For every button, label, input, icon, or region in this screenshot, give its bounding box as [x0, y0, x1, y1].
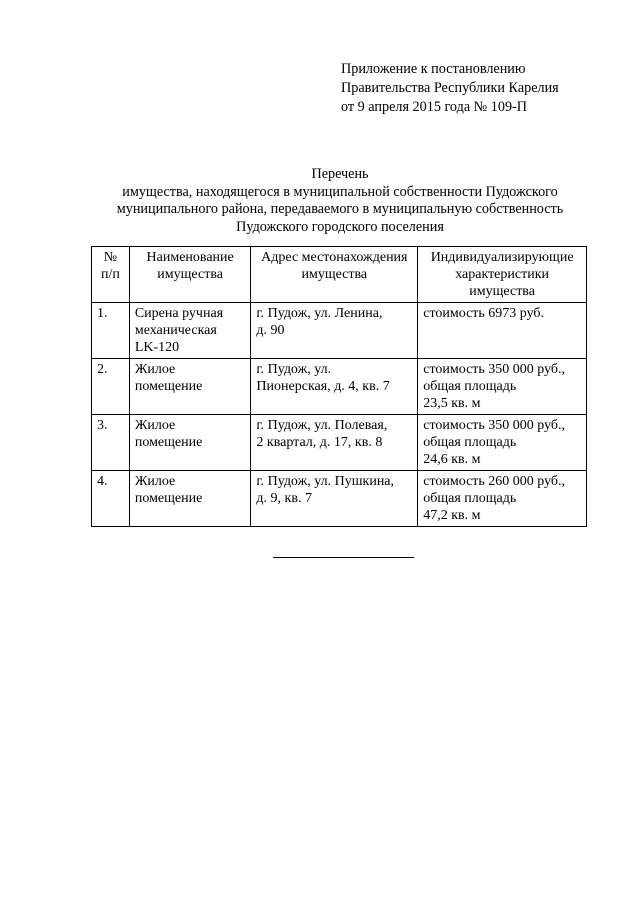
header-number — [92, 247, 130, 303]
cell-details — [418, 359, 587, 415]
name-line: помещение — [134, 379, 203, 394]
name-line: помещение — [134, 435, 203, 450]
header-text: № — [103, 250, 118, 265]
details-line: общая площадь — [423, 491, 517, 506]
header-text: характеристики — [455, 267, 550, 282]
address-line: г. Пудож, ул. Ленина, — [256, 306, 383, 321]
cell-name — [129, 359, 251, 415]
cell-details — [418, 471, 587, 527]
table-row — [92, 359, 587, 415]
header-text: имущества — [469, 284, 535, 299]
name-line: Жилое — [134, 362, 176, 377]
heading-line: Пудожского городского поселения — [236, 218, 444, 235]
table-header-row — [92, 247, 587, 303]
details-line: стоимость 350 000 руб., — [423, 418, 566, 433]
cell-address — [251, 303, 418, 359]
cell-number — [92, 359, 130, 415]
header-text: имущества — [157, 267, 223, 282]
table-row — [92, 415, 587, 471]
row-number: 3. — [97, 418, 108, 433]
heading-title: Перечень — [311, 166, 369, 182]
details-line: общая площадь — [423, 379, 517, 394]
address-line: г. Пудож, ул. Пушкина, — [256, 474, 395, 489]
header-address — [251, 247, 418, 303]
details-line: стоимость 260 000 руб., — [423, 474, 566, 489]
table-row — [92, 303, 587, 359]
header-details — [418, 247, 587, 303]
header-text: Наименование — [146, 250, 234, 265]
heading-line: муниципального района, передаваемого в муниципальную собственность — [116, 201, 564, 217]
details-line: 24,6 кв. м — [423, 452, 481, 467]
address-line: 2 квартал, д. 17, кв. 8 — [256, 435, 383, 450]
address-line: д. 90 — [256, 323, 285, 338]
header-text: Адрес местонахождения — [261, 250, 408, 265]
details-line: 47,2 кв. м — [423, 508, 481, 523]
header-text: имущества — [301, 267, 368, 282]
cell-address — [251, 471, 418, 527]
document-heading — [90, 166, 590, 236]
closing-divider — [273, 557, 414, 558]
appendix-line: Правительства Республики Карелия — [341, 80, 559, 96]
address-line: г. Пудож, ул. — [256, 362, 332, 377]
cell-name — [129, 471, 251, 527]
name-line: Сирена ручная — [134, 306, 224, 321]
property-table — [91, 246, 587, 527]
name-line: помещение — [134, 491, 203, 506]
appendix-note — [341, 60, 559, 117]
cell-name — [129, 303, 251, 359]
header-text: Индивидуализирующие — [430, 250, 574, 265]
row-number: 1. — [97, 306, 108, 321]
cell-number — [92, 303, 130, 359]
address-line: г. Пудож, ул. Полевая, — [256, 418, 388, 433]
row-number: 4. — [97, 474, 108, 489]
cell-name — [129, 415, 251, 471]
details-line: стоимость 6973 руб. — [423, 306, 545, 321]
name-line: Жилое — [134, 418, 176, 433]
name-line: механическая — [134, 323, 217, 338]
header-name — [129, 247, 251, 303]
cell-number — [92, 415, 130, 471]
appendix-line: от 9 апреля 2015 года № 109-П — [341, 99, 528, 115]
details-line: стоимость 350 000 руб., — [423, 362, 566, 377]
table-row — [92, 471, 587, 527]
row-number: 2. — [97, 362, 108, 377]
address-line: д. 9, кв. 7 — [256, 491, 312, 506]
appendix-line: Приложение к постановлению — [341, 61, 526, 77]
cell-address — [251, 359, 418, 415]
cell-number — [92, 471, 130, 527]
header-text: п/п — [100, 267, 120, 282]
details-line: 23,5 кв. м — [423, 396, 481, 411]
cell-details — [418, 303, 587, 359]
address-line: Пионерская, д. 4, кв. 7 — [256, 379, 390, 394]
heading-line: имущества, находящегося в муниципальной собственности Пудожского — [122, 183, 558, 200]
cell-address — [251, 415, 418, 471]
details-line: общая площадь — [423, 435, 517, 450]
name-line: Жилое — [134, 474, 176, 489]
cell-details — [418, 415, 587, 471]
name-line: LK-120 — [134, 340, 180, 355]
